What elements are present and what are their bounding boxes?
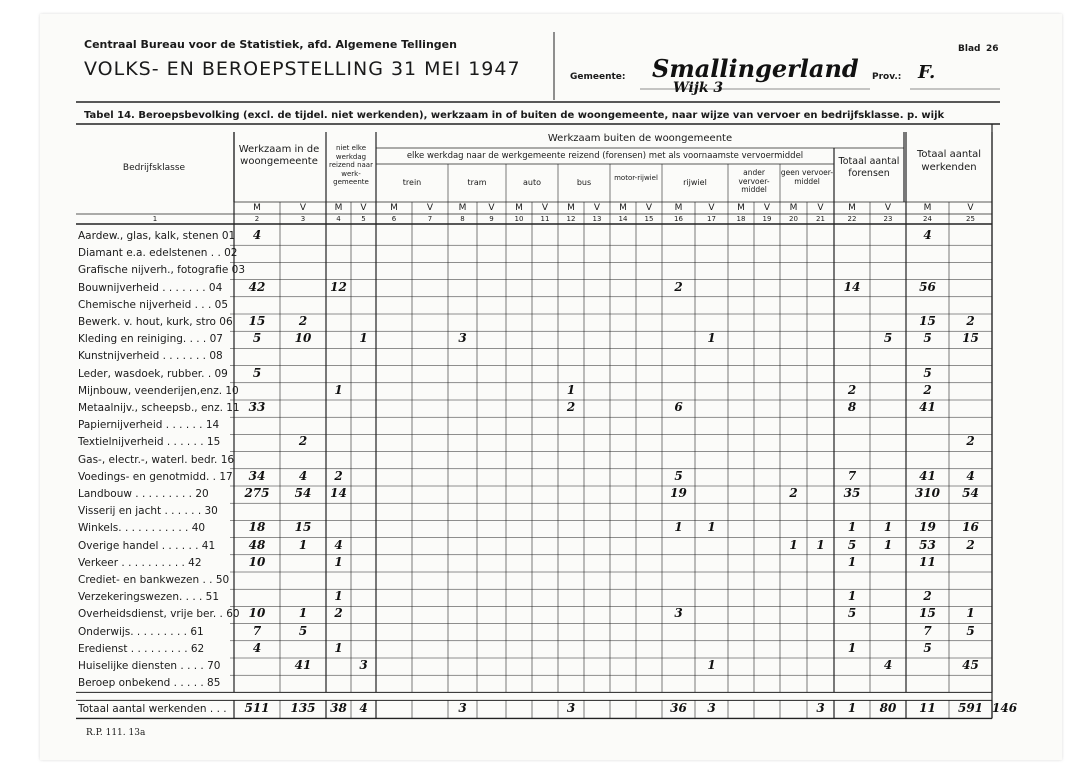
table-cell: 5 xyxy=(923,365,932,380)
table-cell: 42 xyxy=(248,279,266,294)
table-cell: 1 xyxy=(883,520,893,535)
table-cell: 1 xyxy=(334,382,343,397)
table-cell: 4 xyxy=(334,537,343,552)
row-label: Bewerk. v. hout, kurk, stro 06 xyxy=(78,316,233,328)
table-cell: 5 xyxy=(923,331,932,346)
table-cell: 3 xyxy=(674,606,683,621)
table-cell: 15 xyxy=(919,314,936,328)
sex-label: V xyxy=(817,203,824,213)
table-cell: 4 xyxy=(923,228,932,242)
row-label: Grafische nijverh., fotografie 03 xyxy=(78,264,246,277)
table-cell: 48 xyxy=(248,537,266,552)
blad-number: 26 xyxy=(986,44,999,54)
census-form xyxy=(40,14,1062,760)
table-cell: 3 xyxy=(458,331,467,346)
table-cell: 1 xyxy=(789,537,798,552)
sex-label: M xyxy=(848,203,856,213)
row-label: Crediet- en bankwezen . . 50 xyxy=(78,574,230,586)
column-number: 1 xyxy=(152,215,158,223)
gemeente-value: Smallingerland xyxy=(652,54,859,83)
sex-label: V xyxy=(299,203,307,213)
table-cell: 4 xyxy=(883,658,893,672)
table-cell: 2 xyxy=(298,434,308,449)
total-cell: 80 xyxy=(879,701,897,716)
table-cell: 3 xyxy=(359,658,368,672)
table-cell: 2 xyxy=(847,382,857,397)
sex-label: V xyxy=(593,203,601,213)
table-cell: 56 xyxy=(919,279,936,294)
table-cell: 1 xyxy=(707,658,716,672)
total-cell: 4 xyxy=(359,701,368,716)
column-number: 9 xyxy=(489,215,494,223)
table-cell: 33 xyxy=(248,400,266,414)
col-totaal-forensen: Totaal aantal forensen xyxy=(838,156,900,179)
sex-label: M xyxy=(567,203,575,213)
table-cell: 16 xyxy=(962,520,979,535)
gemeente-label: Gemeente: xyxy=(570,72,626,82)
column-number: 13 xyxy=(592,215,602,223)
table-cell: 41 xyxy=(919,468,936,483)
table-cell: 4 xyxy=(252,640,262,655)
table-cell: 15 xyxy=(962,331,979,346)
column-number: 24 xyxy=(923,215,932,223)
table-cell: 1 xyxy=(334,554,343,569)
col-bus: bus xyxy=(576,178,592,187)
row-label: Textielnijverheid . . . . . . 15 xyxy=(78,436,221,449)
sex-label: V xyxy=(645,203,653,213)
row-label: Kleding en reiniging. . . . 07 xyxy=(78,333,223,346)
table-cell: 1 xyxy=(847,520,857,535)
sex-label: M xyxy=(674,203,683,213)
column-number: 5 xyxy=(361,215,366,223)
column-number: 21 xyxy=(816,215,825,223)
col-auto: auto xyxy=(522,178,541,187)
sex-label: V xyxy=(967,203,974,213)
row-label: Verzekeringswezen. . . . 51 xyxy=(78,591,220,604)
column-number: 10 xyxy=(514,215,524,223)
table-cell: 1 xyxy=(847,589,857,604)
blad-label: Blad xyxy=(958,44,981,54)
table-cell: 10 xyxy=(294,331,312,346)
row-label: Gas-, electr.-, waterl. bedr. 16 xyxy=(78,453,235,466)
table-cell: 2 xyxy=(566,400,576,414)
table-cell: 11 xyxy=(919,554,936,569)
table-cell: 275 xyxy=(244,486,270,500)
table-cell: 1 xyxy=(298,606,308,621)
row-label: Huiselijke diensten . . . . 70 xyxy=(78,660,221,672)
row-label: Winkels. . . . . . . . . . . 40 xyxy=(78,522,206,535)
column-number: 23 xyxy=(883,215,893,223)
sex-label: M xyxy=(789,203,798,213)
table-cell: 12 xyxy=(330,279,347,294)
sex-label: V xyxy=(488,203,495,213)
prov-label: Prov.: xyxy=(872,72,902,82)
table-cell: 5 xyxy=(252,331,262,346)
col-elke-werkdag: elke werkdag naar de werkgemeente reizend (forensen) met als voornaamste vervoermiddel xyxy=(406,151,804,161)
total-row-label: Totaal aantal werkenden . . . xyxy=(78,703,227,716)
table-cell: 5 xyxy=(252,365,262,380)
sex-label: M xyxy=(390,203,398,213)
table-cell: 2 xyxy=(789,486,798,500)
table-cell: 2 xyxy=(334,468,343,483)
sex-label: M xyxy=(458,203,467,213)
total-cell: 3 xyxy=(707,701,716,716)
row-label: Visserij en jacht . . . . . . 30 xyxy=(78,505,218,518)
column-number: 16 xyxy=(674,215,683,223)
table-cell: 1 xyxy=(707,331,716,346)
table-cell: 2 xyxy=(298,314,308,328)
table-cell: 2 xyxy=(334,606,343,621)
col-ander: ander vervoer-middel xyxy=(738,168,770,194)
row-label: Chemische nijverheid . . . 05 xyxy=(78,298,229,311)
total-cell: 3 xyxy=(816,701,825,716)
table-cell: 5 xyxy=(847,537,857,552)
sex-label: M xyxy=(334,203,343,213)
wijk-value: Wijk 3 xyxy=(673,80,724,96)
table-cell: 10 xyxy=(248,554,266,569)
table-cell: 2 xyxy=(923,382,932,397)
table-cell: 19 xyxy=(670,486,687,500)
sex-label: V xyxy=(541,203,549,213)
row-label: Metaalnijv., scheepsb., enz. 11 xyxy=(78,402,240,414)
table-cell: 34 xyxy=(248,468,266,483)
row-label: Diamant e.a. edelstenen . . 02 xyxy=(78,247,238,260)
column-number: 18 xyxy=(736,215,746,223)
table-cell: 8 xyxy=(847,400,857,414)
col-tram: tram xyxy=(467,178,487,187)
form-code: R.P. 111. 13a xyxy=(86,728,146,738)
table-cell: 1 xyxy=(707,520,716,535)
total-cell: 38 xyxy=(330,701,347,716)
table-cell: 1 xyxy=(816,537,825,552)
table-cell: 41 xyxy=(919,400,936,414)
table-cell: 1 xyxy=(883,537,893,552)
table-cell: 6 xyxy=(674,400,683,414)
table-cell: 4 xyxy=(252,228,262,242)
table-cell: 1 xyxy=(847,640,857,655)
row-label: Verkeer . . . . . . . . . . 42 xyxy=(78,556,202,569)
table-cell: 15 xyxy=(248,314,266,328)
table-cell: 14 xyxy=(843,279,861,294)
total-cell: 591 xyxy=(957,701,984,716)
column-number: 20 xyxy=(789,215,798,223)
table-cell: 2 xyxy=(923,589,932,604)
col-werkzaam-in: Werkzaam in de woongemeente xyxy=(238,144,320,167)
column-number: 14 xyxy=(618,215,628,223)
table-cell: 1 xyxy=(966,606,975,621)
sex-label: M xyxy=(619,203,627,213)
sex-label: V xyxy=(360,203,367,213)
table-cell: 5 xyxy=(883,331,893,346)
column-number: 15 xyxy=(644,215,654,223)
sex-label: V xyxy=(763,203,771,213)
row-label: Landbouw . . . . . . . . . 20 xyxy=(78,488,209,500)
col-rijwiel: rijwiel xyxy=(683,178,707,187)
table-cell: 5 xyxy=(923,640,932,655)
census-title: VOLKS- EN BEROEPSTELLING 31 MEI 1947 xyxy=(84,58,521,80)
table-cell: 7 xyxy=(847,468,857,483)
sex-label: V xyxy=(884,203,892,213)
total-cell: 1 xyxy=(847,701,857,716)
table-cell: 5 xyxy=(298,623,308,638)
table-cell: 18 xyxy=(248,520,266,535)
row-label: Mijnbouw, veenderijen,enz. 10 xyxy=(78,384,239,397)
col-motor: motor-rijwiel xyxy=(614,174,658,182)
table-cell: 7 xyxy=(923,623,932,638)
table-cell: 10 xyxy=(248,606,266,621)
row-label: Aardew., glas, kalk, stenen 01 xyxy=(78,230,236,242)
table-cell: 2 xyxy=(966,434,975,449)
table-cell: 1 xyxy=(359,331,368,346)
sex-label: M xyxy=(737,203,745,213)
table-cell: 53 xyxy=(919,537,936,552)
total-cell: 3 xyxy=(566,701,576,716)
table-cell: 310 xyxy=(914,486,941,500)
table-cell: 15 xyxy=(294,520,312,535)
table-cell: 5 xyxy=(674,468,683,483)
column-number: 3 xyxy=(300,215,306,223)
row-label: Bouwnijverheid . . . . . . . 04 xyxy=(78,281,223,294)
column-number: 4 xyxy=(336,215,341,223)
sex-label: M xyxy=(923,203,932,213)
total-cell: 36 xyxy=(670,701,687,716)
table-cell: 7 xyxy=(252,623,262,638)
table-cell: 1 xyxy=(334,640,343,655)
col-geen: geen vervoer-middel xyxy=(780,168,834,186)
bureau-line: Centraal Bureau voor de Statistiek, afd. Algemene Tellingen xyxy=(84,38,457,51)
row-label: Eredienst . . . . . . . . . 62 xyxy=(78,642,205,655)
table-cell: 1 xyxy=(566,382,576,397)
row-label: Papiernijverheid . . . . . . 14 xyxy=(78,419,220,432)
table-cell: 54 xyxy=(294,486,312,500)
table-cell: 5 xyxy=(847,606,857,621)
col-totaal-werkenden: Totaal aantal werkenden xyxy=(916,149,982,173)
col-niet-elke: niet elke werkdag reizend naar werk-gemeente xyxy=(329,144,373,186)
table-cell: 4 xyxy=(966,468,975,483)
col-trein: trein xyxy=(402,178,422,187)
column-number: 19 xyxy=(762,215,772,223)
column-number: 25 xyxy=(966,215,975,223)
column-number: 6 xyxy=(391,215,397,223)
table-cell: 1 xyxy=(847,554,857,569)
column-number: 7 xyxy=(427,215,433,223)
table-cell: 1 xyxy=(298,537,308,552)
total-cell: 135 xyxy=(290,701,316,716)
row-label: Voedings- en genotmidd. . 17 xyxy=(78,470,233,483)
table-cell: 54 xyxy=(962,486,979,500)
table-cell: 35 xyxy=(843,486,861,500)
column-number: 17 xyxy=(707,215,716,223)
total-cell: 3 xyxy=(458,701,467,716)
row-label: Kunstnijverheid . . . . . . . 08 xyxy=(78,350,223,363)
row-label: Leder, wasdoek, rubber. . 09 xyxy=(78,367,228,380)
column-number: 11 xyxy=(540,215,550,223)
row-label: Overheidsdienst, vrije ber. . 60 xyxy=(78,608,240,621)
row-label: Overige handel . . . . . . 41 xyxy=(78,539,216,552)
column-number: 12 xyxy=(566,215,576,223)
table-cell: 15 xyxy=(919,606,936,621)
row-label: Onderwijs. . . . . . . . . 61 xyxy=(78,625,204,638)
table-cell: 2 xyxy=(966,537,975,552)
table-cell: 5 xyxy=(966,623,975,638)
column-number: 2 xyxy=(254,215,260,223)
total-cell: 11 xyxy=(919,701,936,716)
table-cell: 41 xyxy=(294,658,312,672)
table-cell: 1 xyxy=(674,520,683,535)
row-label: Beroep onbekend . . . . . 85 xyxy=(78,677,221,690)
table-title: Tabel 14. Beroepsbevolking (excl. de tijdel. niet werkenden), werkzaam in of buiten de woongemeente, naar wijze van vervoer en bedrijfsklasse. p. wijk xyxy=(84,110,945,121)
total-cell: 146 xyxy=(992,701,1018,716)
sex-label: M xyxy=(515,203,523,213)
sex-label: M xyxy=(253,203,261,213)
table-cell: 19 xyxy=(919,520,936,535)
table-cell: 2 xyxy=(966,314,975,328)
column-number: 22 xyxy=(847,215,857,223)
table-cell: 14 xyxy=(330,486,347,500)
table-cell: 4 xyxy=(298,468,308,483)
column-number: 8 xyxy=(460,215,465,223)
sex-label: V xyxy=(708,203,715,213)
col-bedrijfsklasse: Bedrijfsklasse xyxy=(122,163,186,173)
table-cell: 45 xyxy=(962,658,979,672)
sex-label: V xyxy=(426,203,434,213)
col-buiten: Werkzaam buiten de woongemeente xyxy=(547,133,733,144)
table-cell: 1 xyxy=(334,589,343,604)
prov-value: F. xyxy=(918,62,936,83)
table-cell: 2 xyxy=(674,279,683,294)
total-cell: 511 xyxy=(244,701,270,716)
